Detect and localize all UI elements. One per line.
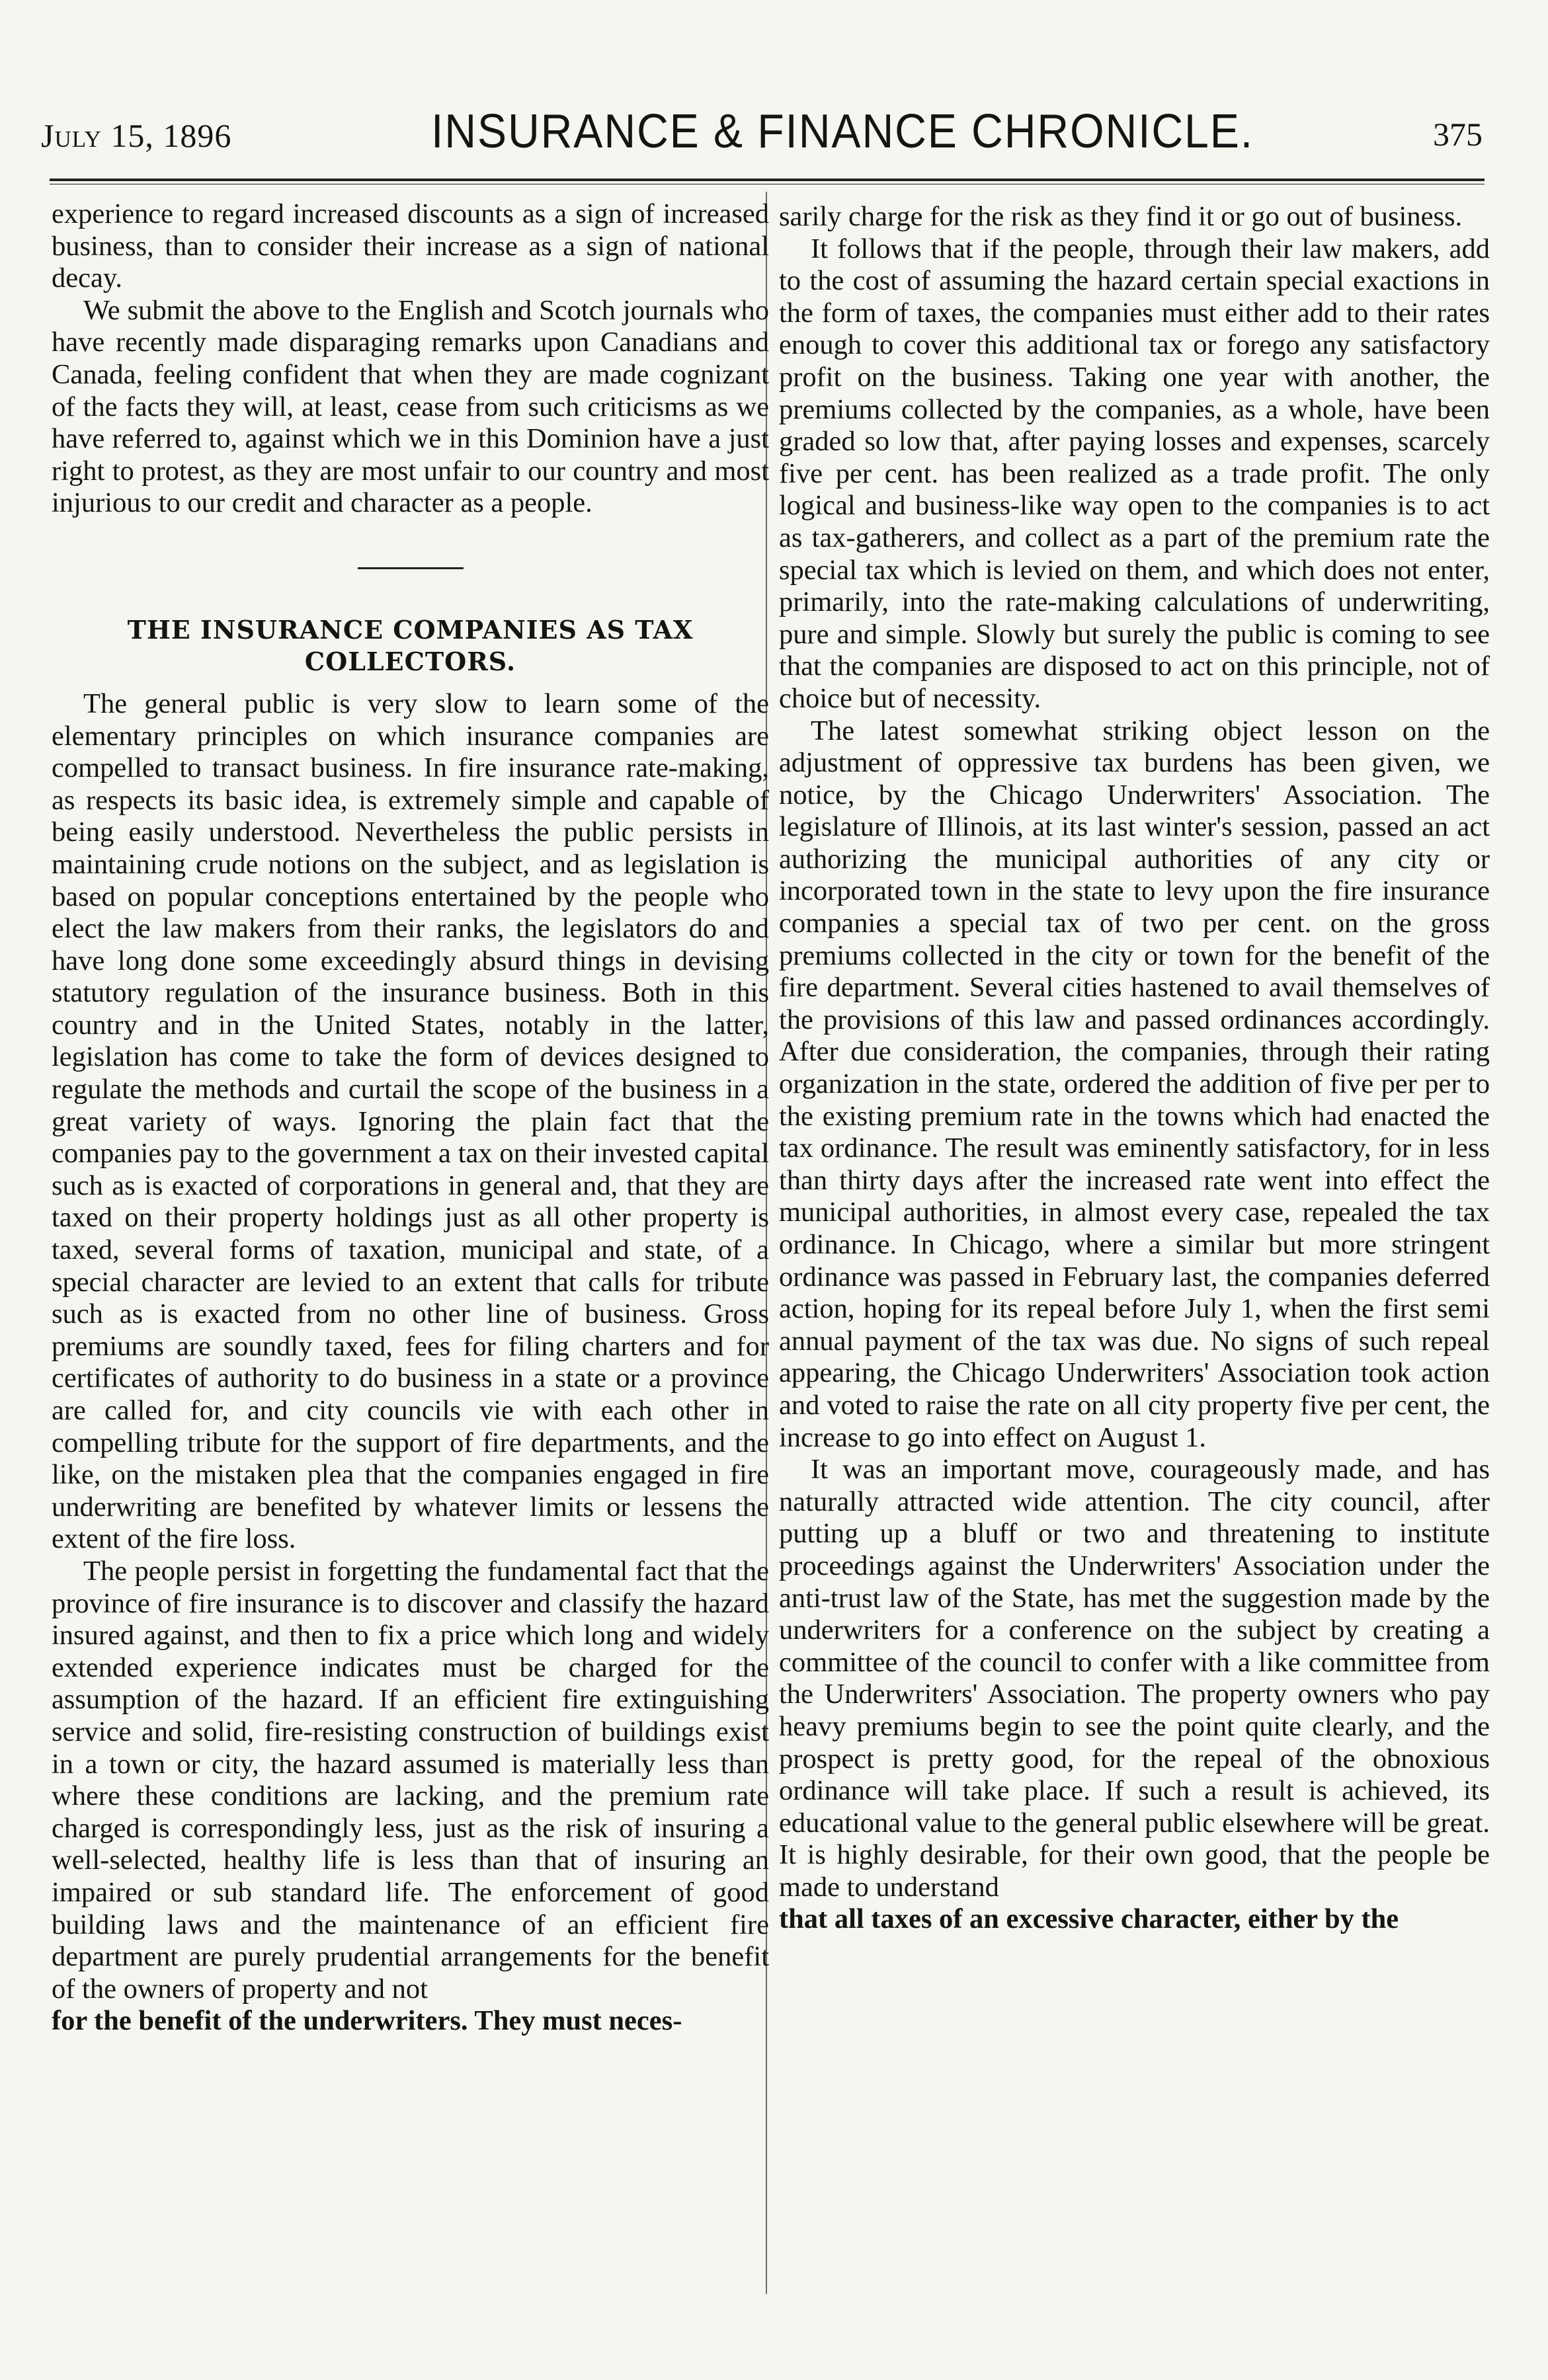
right-column (779, 201, 1490, 1936)
article-paragraph: It follows that if the people, through their law makers, add to the cost of assuming the hazard certain special exactions in the form of taxes, the companies must either add to their rates enough to cover this additional tax or forego any satisfactory profit on the business. Taking one year with another, the premiums collected by the companies, as a whole, have been graded so low that, after paying losses and expenses, scarcely five per cent. has been realized as a trade profit. The only logical and business-like way open to the companies is to act as tax-gatherers, and collect as a part of the premium rate the special tax which is levied on them, and which does not enter, primarily, into the rate-making calculations of underwriting, pure and simple. Slowly but surely the public is coming to see that the companies are disposed to act on this principle, not of choice but of necessity. (779, 233, 1490, 714)
article-paragraph: It was an important move, courageously made, and has naturally attracted wide attention. The city council, after putting up a bluff or two and threatening to institute proceedings against the Underwriters' Association under the anti-trust law of the State, has met the suggestion made by the underwriters for a conference on the subject by creating a committee of the council to confer with a like committee from the Underwriters' Association. The property owners who pay heavy premiums begin to see the point quite clearly, and the prospect is pretty good, for the repeal of the obnoxious ordinance will take place. If such a result is achieved, its educational value to the general public elsewhere will be great. It is highly desirable, for their own good, that the people be made to understand (779, 1454, 1490, 1903)
page-number: 375 (1433, 116, 1483, 153)
left-column (52, 198, 769, 2038)
article-paragraph: sarily charge for the risk as they find it or go out of business. (779, 201, 1463, 232)
issue-date: July 15, 1896 (41, 117, 232, 154)
publication-title: INSURANCE & FINANCE CHRONICLE. (431, 105, 1254, 158)
header-rule (50, 178, 1485, 184)
article-headline: THE INSURANCE COMPANIES AS TAX COLLECTORS. (127, 614, 694, 676)
article-paragraph: The latest somewhat striking object lesson on the adjustment of oppressive tax burdens has been given, we notice, by the Chicago Underwriters' Association. The legislature of Illinois, at its last winter's session, passed an act authorizing the municipal authorities of any city or incorporated town in the state to levy upon the fire insurance companies a special tax of two per cent. on the gross premiums collected in the city or town for the benefit of the fire department. Several cities hastened to avail themselves of the provisions of this law and passed ordinances accordingly. After due consideration, the companies, through their rating organization in the state, ordered the addition of five per per to the existing premium rate in the towns which had enacted the tax ordinance. The result was eminently satisfactory, for in less than thirty days after the increased rate went into effect the municipal authorities, in almost every case, repealed the tax ordinance. In Chicago, where a similar but more stringent ordinance was passed in February last, the companies deferred action, hoping for its repeal before July 1, when the first semi annual payment of the tax was due. No signs of such repeal appearing, the Chicago Underwriters' Association took action and voted to raise the rate on all city property five per cent, the increase to go into effect on August 1. (779, 715, 1490, 1453)
article-paragraph: The general public is very slow to learn some of the elementary principles on which insurance companies are compelled to transact business. In fire insurance rate-making, as respects its basic idea, is extremely simple and capable of being easily understood. Nevertheless the public persists in maintaining crude notions on the subject, and as legislation is based on popular conceptions entertained by the people who elect the law makers from their ranks, the legislators do and have long done some exceedingly absurd things in devising statutory regulation of the insurance business. Both in this country and in the United States, notably in the latter, legislation has come to take the form of devices designed to regulate the methods and curtail the scope of the business in a great variety of ways. Ignoring the plain fact that the companies pay to the government a tax on their invested capital such as is exacted of corporations in general and, that they are taxed on their property holdings just as all other property is taxed, several forms of taxation, municipal and state, of a special character are levied to an extent that calls for tribute such as is exacted from no other line of business. Gross premiums are soundly taxed, fees for filing charters and for certificates of authority to do business in a state or a province are called for, and city councils vie with each other in compelling tribute for the support of fire departments, and the like, on the mistaken plea that the companies engaged in fire underwriting are benefited by whatever limits or lessens the extent of the fire loss. (52, 688, 769, 1555)
section-rule (358, 567, 464, 569)
intro-paragraph: experience to regard increased discounts as a sign of increased business, than to consider their increase as a sign of national decay. (52, 198, 769, 294)
article-last-line: that all taxes of an excessive character, either by the (779, 1903, 1399, 1935)
intro-paragraph: We submit the above to the English and Scotch journals who have recently made disparaging remarks upon Canadians and Canada, feeling confident that when they are made cognizant of the facts they will, at least, cease from such criticisms as we have referred to, against which we in this Dominion have a just right to protest, as they are most unfair to our country and most injurious to our credit and character as a people. (52, 294, 769, 519)
article-paragraph: The people persist in forgetting the fundamental fact that the province of fire insurance is to discover and classify the hazard insured against, and then to fix a price which long and widely extended experience indicates must be charged for the assumption of the hazard. If an efficient fire extinguishing service and solid, fire-resisting construction of buildings exist in a town or city, the hazard assumed is materially less than where these conditions are lacking, and the premium rate charged is correspondingly less, just as the risk of insuring a well-selected, healthy life is less than that of insuring an impaired or sub standard life. The enforcement of good building laws and the maintenance of an efficient fire department are purely prudential arrangements for the benefit of the owners of property and not (52, 1555, 769, 2004)
article-last-line: for the benefit of the underwriters. They must neces- (52, 2005, 682, 2037)
page-header (41, 99, 1483, 172)
